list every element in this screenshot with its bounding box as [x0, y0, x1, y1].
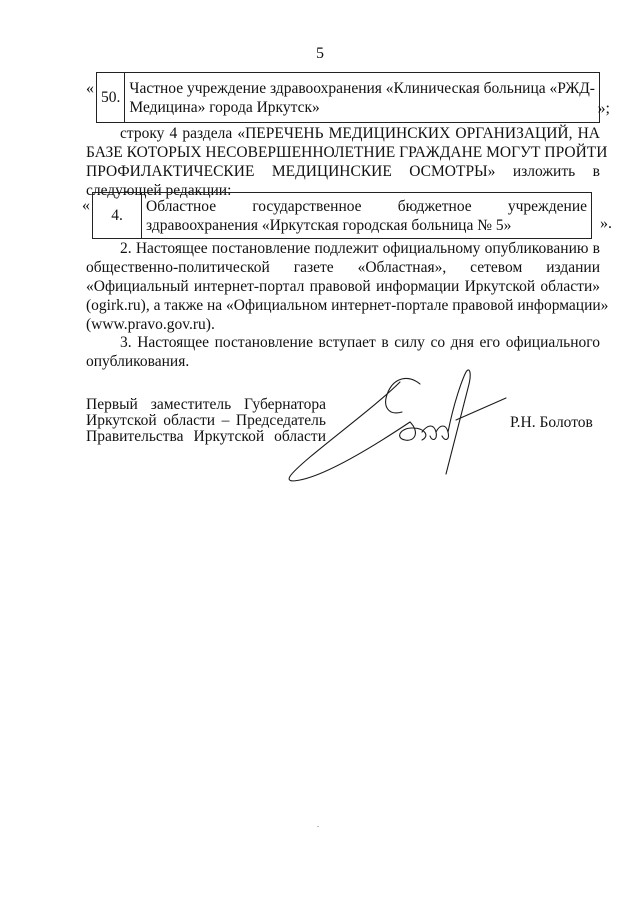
entry-50-text-line1: Частное учреждение здравоохранения «Клиническая больница «РЖД-	[129, 79, 595, 97]
amendment-paragraph	[86, 124, 608, 200]
effective-line2: опубликования.	[86, 353, 190, 370]
publication-line1: 2. Настоящее постановление подлежит официальному опубликованию в	[120, 240, 600, 257]
entry-50-text	[125, 73, 600, 123]
closing-quote: ».	[600, 215, 612, 232]
amendment-line3: ПРОФИЛАКТИЧЕСКИЕ МЕДИЦИНСКИЕ ОСМОТРЫ» изложить в	[86, 163, 600, 180]
publication-line5: (www.pravo.gov.ru).	[86, 316, 215, 333]
entry-50-text-line2: Медицина» города Иркутск»	[129, 98, 320, 116]
entry-4-text-line1: Областное государственное бюджетное учреждение	[146, 197, 587, 215]
publication-line3: «Официальный интернет-портал правовой информации Иркутской области»	[86, 278, 600, 295]
scan-mark	[317, 826, 319, 827]
table-entry-4	[82, 192, 612, 238]
signatory-title-line2: Иркутской области – Председатель	[86, 412, 326, 429]
entry-50-table	[96, 72, 600, 123]
entry-50-number: 50.	[97, 73, 125, 123]
amendment-line4: следующей редакции:	[86, 182, 232, 199]
publication-line2: общественно-политической газете «Областная», сетевом издании	[86, 259, 600, 276]
amendment-line2: БАЗЕ КОТОРЫХ НЕСОВЕРШЕННОЛЕТНИЕ ГРАЖДАНЕ МОГУТ ПРОЙТИ	[86, 144, 608, 161]
signatory-name: Р.Н. Болотов	[510, 414, 593, 431]
amendment-line1: строку 4 раздела «ПЕРЕЧЕНЬ МЕДИЦИНСКИХ ОРГАНИЗАЦИЙ, НА	[120, 125, 600, 142]
publication-paragraph	[86, 239, 609, 334]
entry-4-text-line2: здравоохранения «Иркутская городская больница № 5»	[146, 216, 512, 234]
entry-4-number: 4.	[93, 193, 142, 239]
publication-line4: (ogirk.ru), а также на «Официальном интернет-портале правовой информации»	[86, 297, 609, 314]
signatory-title-line3: Правительства Иркутской области	[86, 428, 326, 445]
closing-quote: »;	[597, 100, 610, 117]
page-number: 5	[316, 45, 324, 62]
opening-quote: «	[86, 80, 94, 97]
signatory-title-line1: Первый заместитель Губернатора	[86, 396, 326, 413]
entry-4-table	[92, 192, 592, 239]
entry-4-text	[142, 193, 592, 239]
effective-line1: 3. Настоящее постановление вступает в силу со дня его официального	[120, 334, 600, 351]
opening-quote: «	[82, 197, 90, 214]
table-entry-50	[86, 72, 610, 124]
handwritten-signature	[270, 362, 510, 487]
